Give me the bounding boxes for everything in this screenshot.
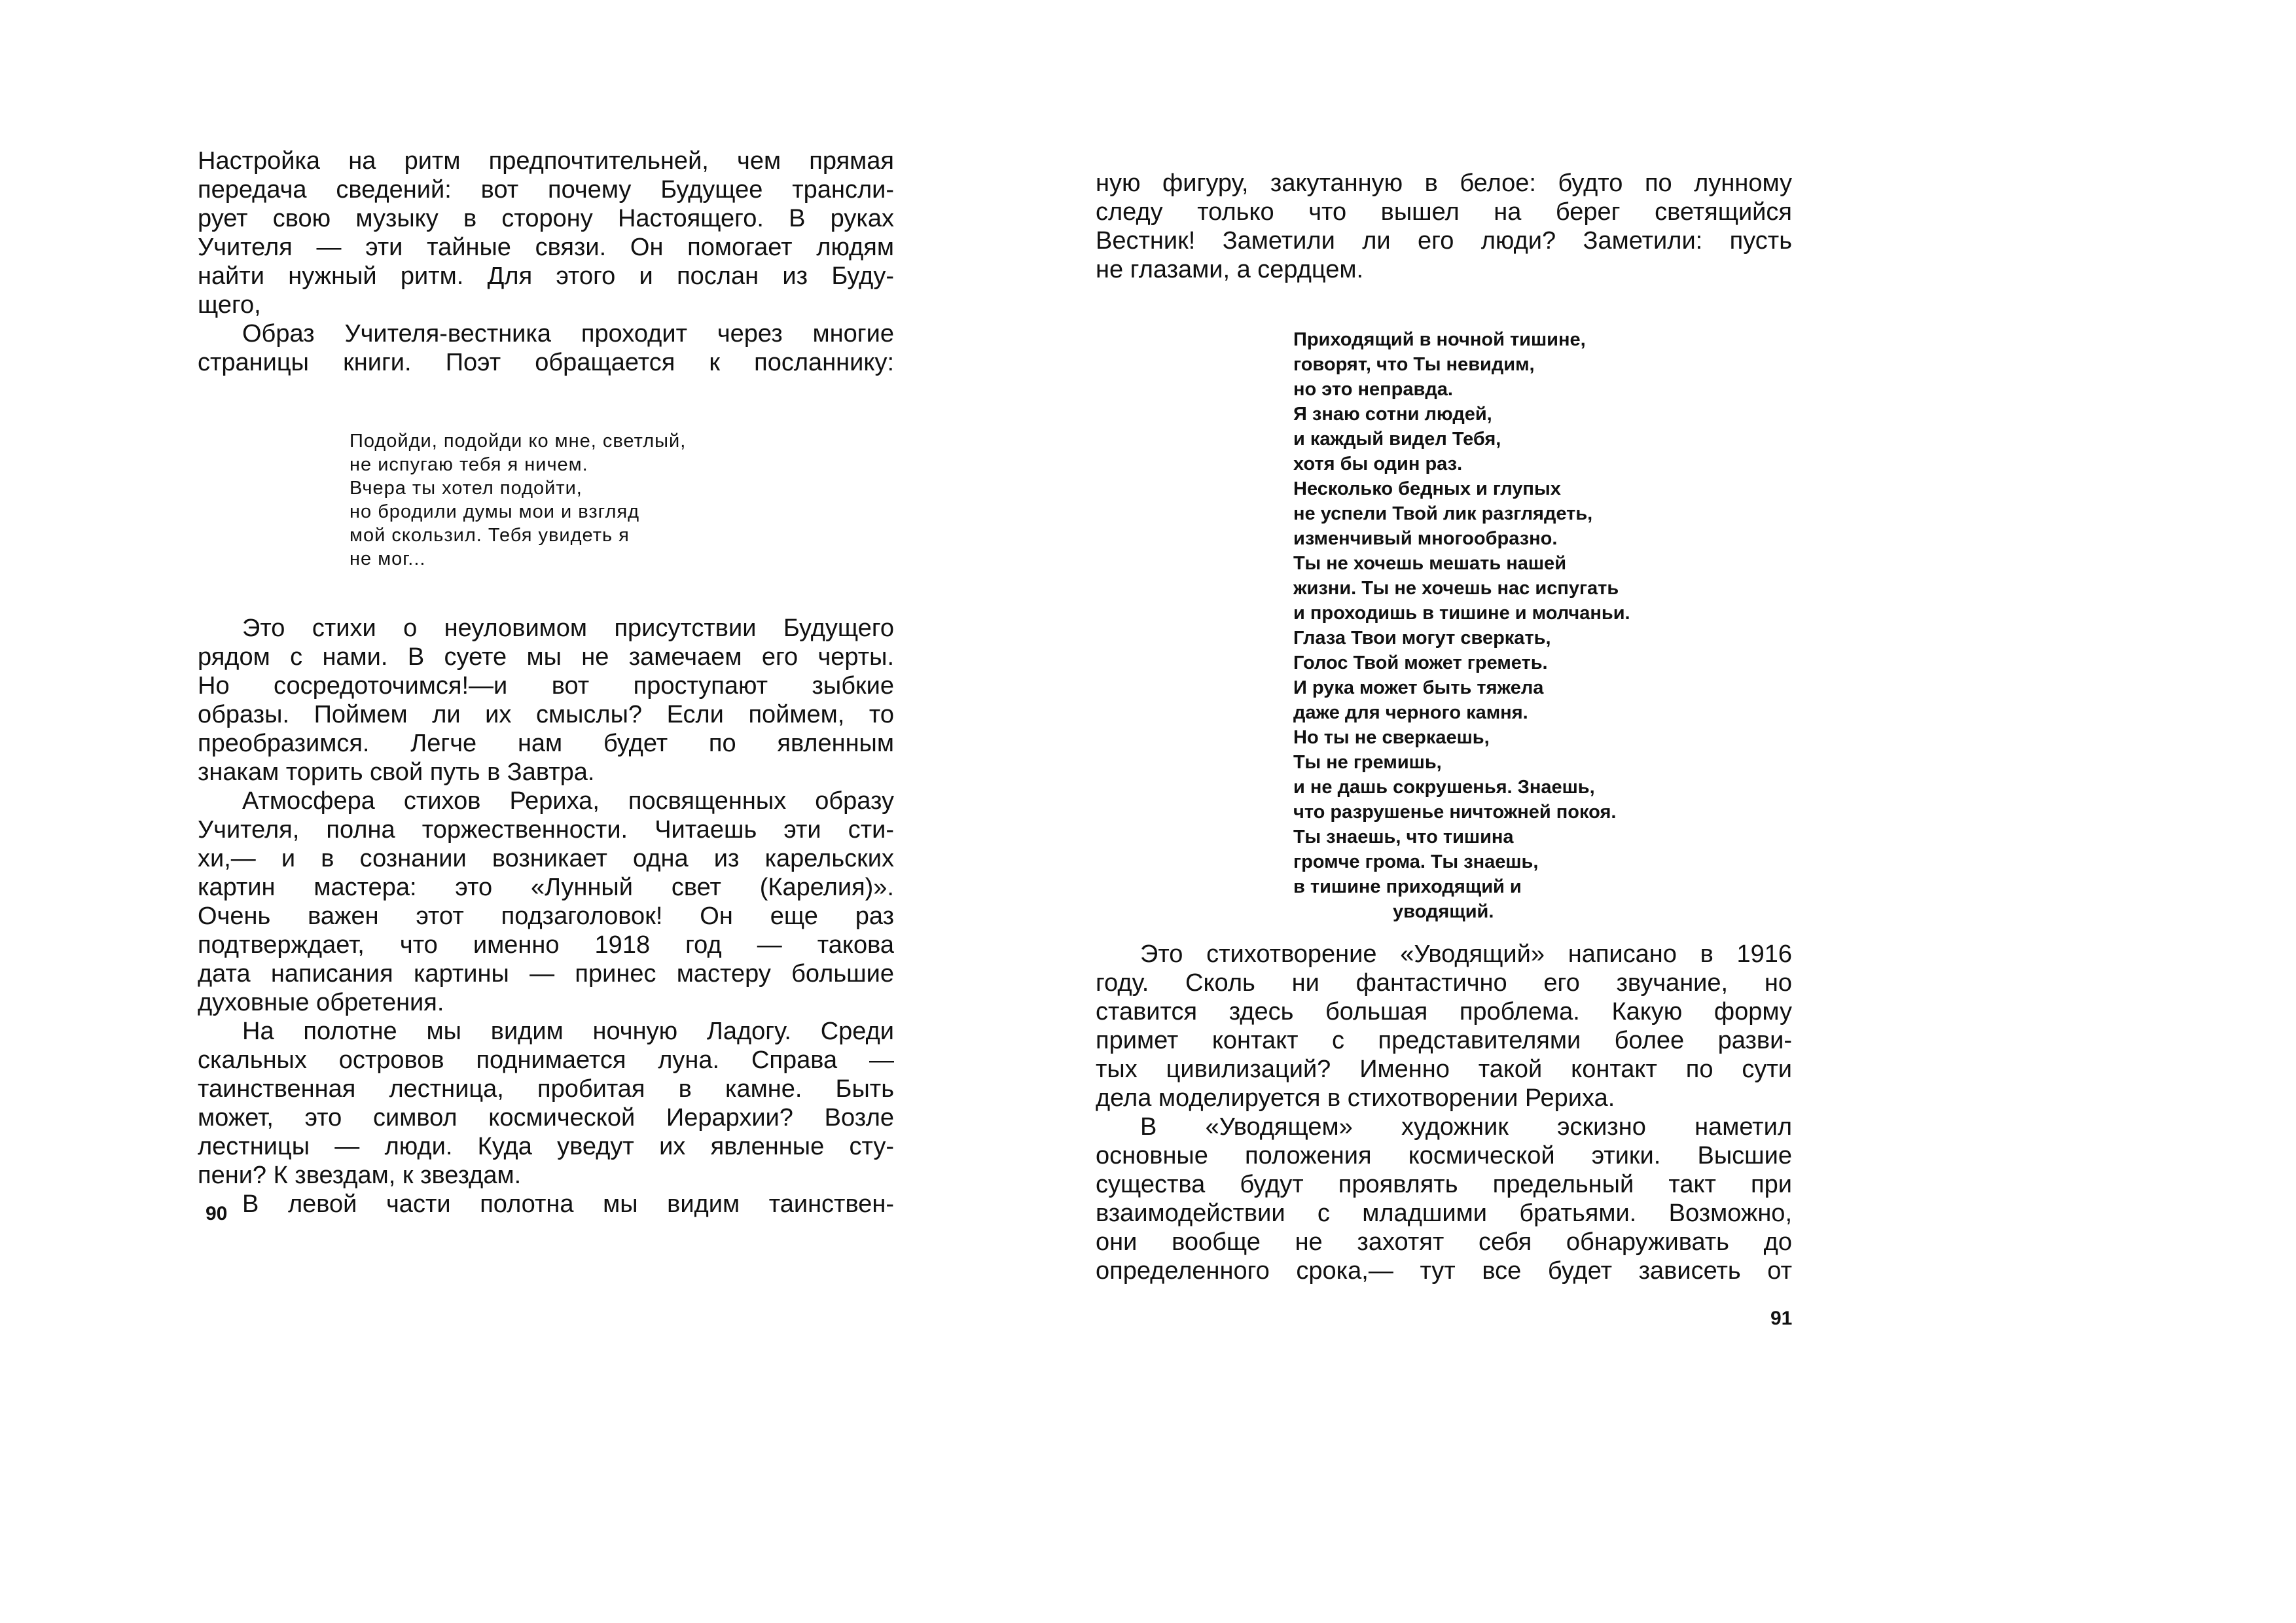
text-line: картин мастера: это «Лунный свет (Карелия)». xyxy=(198,874,894,901)
text-line: существа будут проявлять предельный такт при xyxy=(1096,1171,1792,1198)
paragraph xyxy=(1096,169,1792,284)
poem-line: не успели Твой лик разглядеть, xyxy=(1293,503,1593,524)
text-line: Это стихи о неуловимом присутствии Будущего xyxy=(242,615,894,642)
text-line: На полотне мы видим ночную Ладогу. Среди xyxy=(242,1018,894,1045)
text-line: Это стихотворение «Уводящий» написано в 1916 xyxy=(1140,940,1792,968)
poem-excerpt xyxy=(350,429,894,571)
text-line: Атмосфера стихов Рериха, посвященных образу xyxy=(242,787,894,815)
poem-line: не испугаю тебя я ничем. xyxy=(350,454,588,475)
poem-line: Голос Твой может греметь. xyxy=(1293,652,1548,673)
poem-line: Я знаю сотни людей, xyxy=(1293,404,1492,425)
text-line: взаимодействии с младшими братьями. Возможно, xyxy=(1096,1200,1792,1227)
text-line: скальных островов поднимается луна. Справа — xyxy=(198,1046,894,1074)
text-line: лестницы — люди. Куда уведут их явленные сту- xyxy=(198,1133,894,1160)
text-line: году. Сколь ни фантастично его звучание, но xyxy=(1096,969,1792,997)
text-line: хи,— и в сознании возникает одна из карельских xyxy=(198,845,894,872)
paragraph xyxy=(198,1017,894,1190)
text-line: Вестник! Заметили ли его люди? Заметили: пусть xyxy=(1096,227,1792,255)
paragraph xyxy=(198,147,894,319)
text-line: найти нужный ритм. Для этого и послан из Буду- xyxy=(198,262,894,290)
text-line: рует свою музыку в сторону Настоящего. В руках xyxy=(198,205,894,232)
poem-line: хотя бы один раз. xyxy=(1293,454,1463,474)
text-line: щего, xyxy=(198,291,261,319)
poem-uvodyashchiy xyxy=(1293,327,1792,924)
paragraph xyxy=(198,1190,894,1219)
poem-line: Ты знаешь, что тишина xyxy=(1293,827,1514,847)
poem-line: и не дашь сокрушенья. Знаешь, xyxy=(1293,777,1595,798)
poem-line: Несколько бедных и глупых xyxy=(1293,478,1561,499)
left-page xyxy=(198,147,894,1219)
paragraph xyxy=(1096,1113,1792,1285)
poem-line: не мог... xyxy=(350,548,426,569)
text-line: духовные обретения. xyxy=(198,989,444,1016)
text-line: пени? К звездам, к звездам. xyxy=(198,1162,522,1189)
page-number-left: 90 xyxy=(206,1203,228,1224)
page-number-right: 91 xyxy=(1770,1308,1793,1329)
text-line: следу только что вышел на берег светящийся xyxy=(1096,198,1792,226)
text-line: передача сведений: вот почему Будущее трансли- xyxy=(198,176,894,204)
poem-line: в тишине приходящий и xyxy=(1293,876,1522,897)
text-line: знакам торить свой путь в Завтра. xyxy=(198,758,595,786)
text-line: преобразимся. Легче нам будет по явленным xyxy=(198,730,894,757)
poem-line: даже для черного камня. xyxy=(1293,702,1528,723)
poem-line: и каждый видел Тебя, xyxy=(1293,429,1501,450)
poem-line: Вчера ты хотел подойти, xyxy=(350,478,583,499)
text-line: Учителя, полна торжественности. Читаешь эти сти- xyxy=(198,816,894,844)
text-line: рядом с нами. В суете мы не замечаем его черты. xyxy=(198,643,894,671)
text-line: страницы книги. Поэт обращается к посланнику: xyxy=(198,349,894,376)
text-line: может, это символ космической Иерархии? Возле xyxy=(198,1104,894,1132)
paragraph xyxy=(1096,940,1792,1113)
poem-line: Ты не хочешь мешать нашей xyxy=(1293,553,1567,574)
poem-line: и проходишь в тишине и молчаньи. xyxy=(1293,603,1630,624)
text-line: тых цивилизаций? Именно такой контакт по сути xyxy=(1096,1056,1792,1083)
poem-line: И рука может быть тяжела xyxy=(1293,677,1544,698)
poem-line: жизни. Ты не хочешь нас испугать xyxy=(1293,578,1619,599)
text-line: таинственная лестница, пробитая в камне. Быть xyxy=(198,1075,894,1103)
text-line: Учителя — эти тайные связи. Он помогает людям xyxy=(198,234,894,261)
poem-line: Но ты не сверкаешь, xyxy=(1293,727,1490,748)
text-line: Настройка на ритм предпочтительней, чем прямая xyxy=(198,147,894,175)
text-line: они вообще не захотят себя обнаруживать до xyxy=(1096,1228,1792,1256)
poem-line: громче грома. Ты знаешь, xyxy=(1293,851,1539,872)
paragraph xyxy=(198,614,894,787)
text-line: примет контакт с представителями более разви- xyxy=(1096,1027,1792,1054)
text-line: ную фигуру, закутанную в белое: будто по лунному xyxy=(1096,169,1792,197)
text-line: Очень важен этот подзаголовок! Он еще раз xyxy=(198,902,894,930)
paragraph xyxy=(198,787,894,1017)
poem-line: но это неправда. xyxy=(1293,379,1453,400)
text-line: подтверждает, что именно 1918 год — такова xyxy=(198,931,894,959)
text-line: определенного срока,— тут все будет зависеть от xyxy=(1096,1257,1792,1285)
text-line: В «Уводящем» художник эскизно наметил xyxy=(1140,1113,1792,1141)
text-line: Но сосредоточимся!—и вот проступают зыбкие xyxy=(198,672,894,700)
poem-line: мой скользил. Тебя увидеть я xyxy=(350,525,630,546)
text-line: ставится здесь большая проблема. Какую форму xyxy=(1096,998,1792,1026)
text-line: В левой части полотна мы видим таинствен- xyxy=(242,1190,894,1218)
text-line: образы. Поймем ли их смыслы? Если поймем, то xyxy=(198,701,894,728)
text-line: не глазами, а сердцем. xyxy=(1096,256,1364,283)
poem-line: говорят, что Ты невидим, xyxy=(1293,354,1535,375)
text-line: основные положения космической этики. Высшие xyxy=(1096,1142,1792,1169)
poem-line: Приходящий в ночной тишине, xyxy=(1293,329,1586,350)
text-line: Образ Учителя-вестника проходит через многие xyxy=(242,320,894,348)
poem-line: изменчивый многообразно. xyxy=(1293,528,1558,549)
paragraph xyxy=(198,319,894,377)
poem-line: уводящий. xyxy=(1393,901,1494,922)
poem-line: но бродили думы мои и взгляд xyxy=(350,501,640,522)
text-line: дата написания картины — принес мастеру большие xyxy=(198,960,894,988)
text-line: дела моделируется в стихотворении Рериха. xyxy=(1096,1084,1615,1112)
poem-line: Глаза Твои могут сверкать, xyxy=(1293,628,1551,649)
right-page xyxy=(1096,169,1792,1285)
poem-line: Ты не гремишь, xyxy=(1293,752,1442,773)
poem-line: что разрушенье ничтожней покоя. xyxy=(1293,802,1617,823)
poem-line: Подойди, подойди ко мне, светлый, xyxy=(350,431,687,452)
